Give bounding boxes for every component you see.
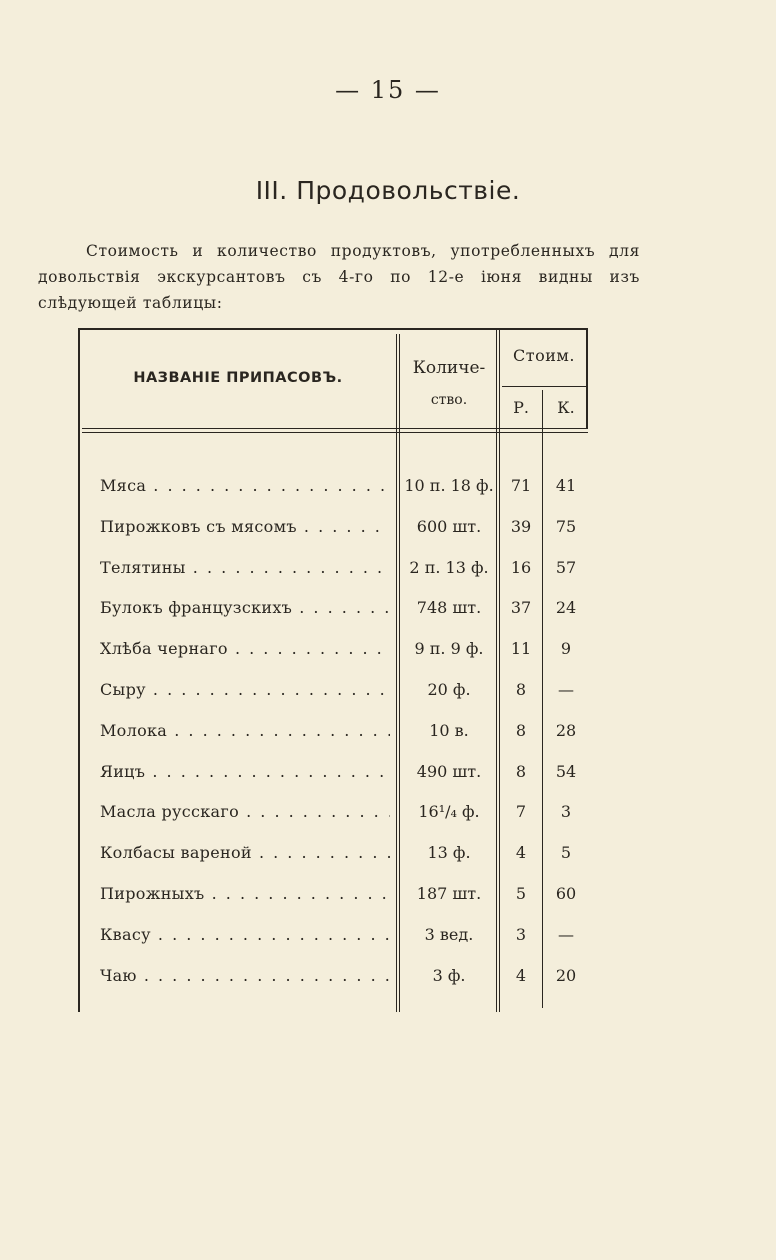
item-qty: 3 вед. (424, 924, 474, 944)
item-kop: 28 (555, 720, 577, 740)
item-rub: 8 (515, 679, 527, 699)
item-kop: 5 (560, 843, 572, 863)
table-row (78, 509, 588, 550)
item-qty: 13 ф. (427, 843, 471, 863)
header-qty-line1: Количе- (412, 358, 486, 378)
item-qty: 187 шт. (416, 883, 482, 903)
item-name: Молока . . . (100, 721, 390, 740)
item-qty: 2 п. 13 ф. (409, 557, 489, 577)
header-name: НАЗВАНІЕ ПРИПАСОВЪ. (133, 370, 343, 386)
item-kop: 54 (555, 761, 577, 781)
provisions-table (78, 328, 588, 1012)
table-row (78, 672, 588, 713)
item-qty: 16¹/₄ ф. (418, 802, 480, 822)
table-row (78, 794, 588, 835)
table-top-rule (78, 328, 588, 330)
header-rule-b (82, 432, 588, 433)
item-rub: 4 (515, 843, 527, 863)
item-rub: 16 (510, 557, 532, 577)
item-rub: 4 (515, 965, 527, 985)
item-name: Яицъ . . . (100, 762, 390, 781)
intro-paragraph: Стоимость и количество продуктовъ, употребленныхъ для довольствія экскурсантовъ съ 4-го по 12-е іюня видны изъ слѣдующей таблицы: (38, 242, 640, 312)
item-kop: 3 (560, 802, 572, 822)
item-qty: 490 шт. (416, 761, 482, 781)
table-row (78, 835, 588, 876)
item-rub: 8 (515, 761, 527, 781)
header-cost: Стоим. (513, 346, 575, 365)
section-title: III. Продовольствіе. (255, 176, 521, 205)
header-kop: К. (557, 398, 575, 417)
item-qty: 600 шт. (416, 516, 482, 536)
table-row (78, 550, 588, 591)
item-rub: 3 (515, 924, 527, 944)
item-name: Сыру . . . (100, 680, 390, 699)
item-name: Пирожныхъ . . . (100, 884, 390, 903)
item-qty: 3 ф. (432, 965, 466, 985)
item-rub: 8 (515, 720, 527, 740)
table-body (78, 468, 588, 998)
header-rub: Р. (513, 398, 529, 417)
item-name: Телятины . . . (100, 558, 390, 577)
item-qty: 10 п. 18 ф. (404, 476, 494, 495)
table-row (78, 754, 588, 795)
item-name: Мяса . . . (100, 476, 390, 495)
item-rub: 11 (510, 639, 532, 659)
item-rub: 7 (515, 802, 527, 822)
table-row (78, 917, 588, 958)
item-kop: 9 (560, 639, 572, 659)
item-kop: 24 (555, 598, 577, 618)
item-rub: 37 (510, 598, 532, 618)
item-name: Квасу . . . (100, 925, 390, 944)
item-kop: 57 (555, 557, 577, 577)
item-name: Масла русскаго . . . (100, 802, 390, 821)
item-kop: 60 (555, 883, 577, 903)
item-rub: 5 (515, 883, 527, 903)
item-kop: 75 (555, 516, 577, 536)
item-name: Хлѣба чернаго . . . (100, 639, 390, 658)
page-number: — 15 — (335, 76, 441, 104)
table-row (78, 631, 588, 672)
item-qty: 748 шт. (416, 598, 482, 618)
item-kop: 41 (555, 476, 577, 495)
item-qty: 10 в. (429, 720, 469, 740)
item-qty: 9 п. 9 ф. (414, 639, 484, 659)
item-name: Чаю . . . (100, 966, 390, 985)
table-row (78, 590, 588, 631)
cost-subheader-rule (502, 386, 586, 387)
item-name: Булокъ французскихъ . . . (100, 598, 390, 617)
item-name: Пирожковъ съ мясомъ . . . (100, 517, 390, 536)
item-kop: 20 (555, 965, 577, 985)
item-kop: — (558, 679, 574, 699)
table-row (78, 713, 588, 754)
item-name: Колбасы вареной . . . (100, 843, 390, 862)
table-row (78, 876, 588, 917)
item-kop: — (558, 924, 574, 944)
item-rub: 71 (510, 476, 532, 495)
header-rule-a (82, 428, 588, 429)
table-row (78, 958, 588, 999)
item-rub: 39 (510, 516, 532, 536)
header-qty-line2: ство. (430, 392, 468, 408)
header-qty (400, 350, 498, 418)
item-qty: 20 ф. (427, 679, 471, 699)
table-row (78, 468, 588, 509)
